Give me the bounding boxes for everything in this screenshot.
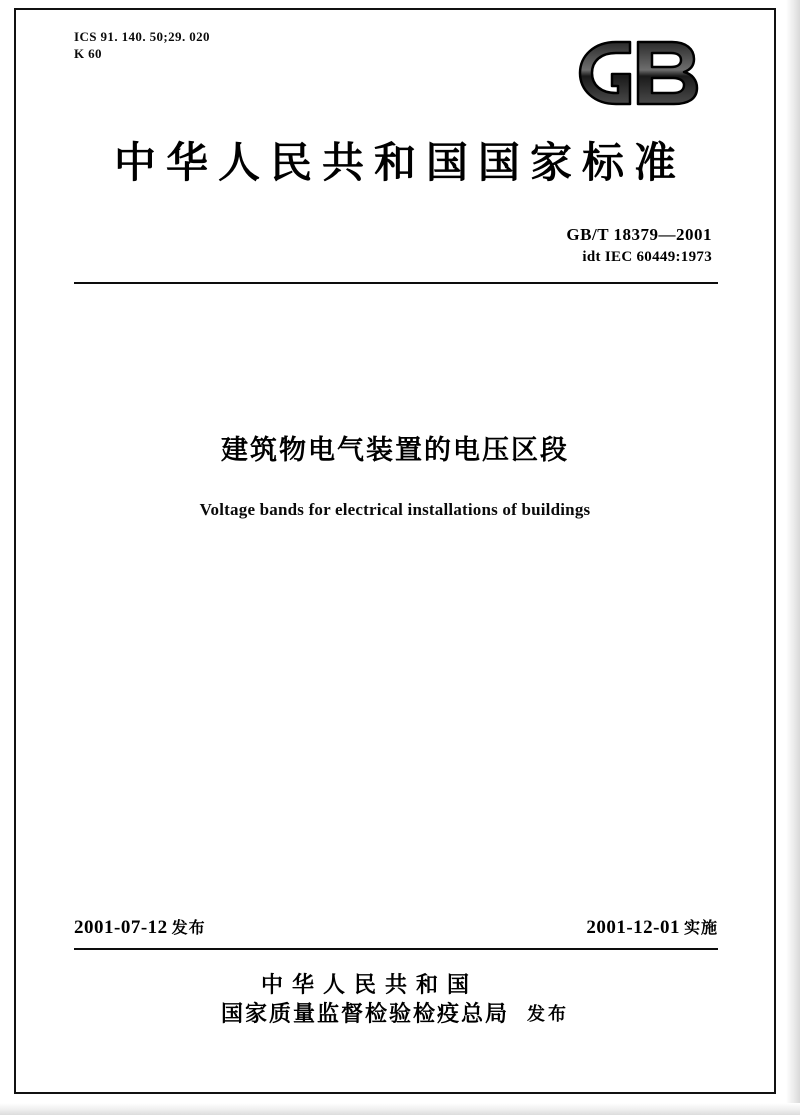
scan-edge-bottom [0,1103,800,1115]
gb-logo-icon [572,36,712,110]
publisher-block [16,972,774,1030]
idt-reference: idt IEC 60449:1973 [582,249,712,265]
publisher-name [221,972,509,1030]
divider-top [74,282,718,284]
issue-date: 2001-07-12 [74,917,168,938]
document-title-english: Voltage bands for electrical installations of buildings [199,500,591,519]
national-standard-heading: 中华人民共和国国家标准 [113,138,686,187]
effective-date-block [586,915,718,939]
standard-number-block [566,225,712,266]
standard-number: GB/T 18379—2001 [566,225,712,244]
effective-date: 2001-12-01 [586,917,680,938]
effective-label: 实施 [683,918,718,937]
cover-inner [16,10,774,1092]
scan-edge-right [786,0,800,1115]
document-title-chinese: 建筑物电气装置的电压区段 [221,435,569,466]
publisher-line-1: 中华人民共和国 [260,973,478,998]
ics-classification-block [74,28,210,62]
publish-verb: 发布 [527,1004,569,1025]
issue-date-block [74,915,206,939]
cover-sheet [14,8,776,1094]
divider-bottom [74,948,718,950]
ics-code-line: ICS 91. 140. 50;29. 020 [74,29,210,44]
issue-label: 发布 [171,918,206,937]
date-row [74,915,718,939]
ccs-code-line: K 60 [74,46,102,61]
publisher-line-2: 国家质量监督检验检疫总局 [220,1002,509,1027]
